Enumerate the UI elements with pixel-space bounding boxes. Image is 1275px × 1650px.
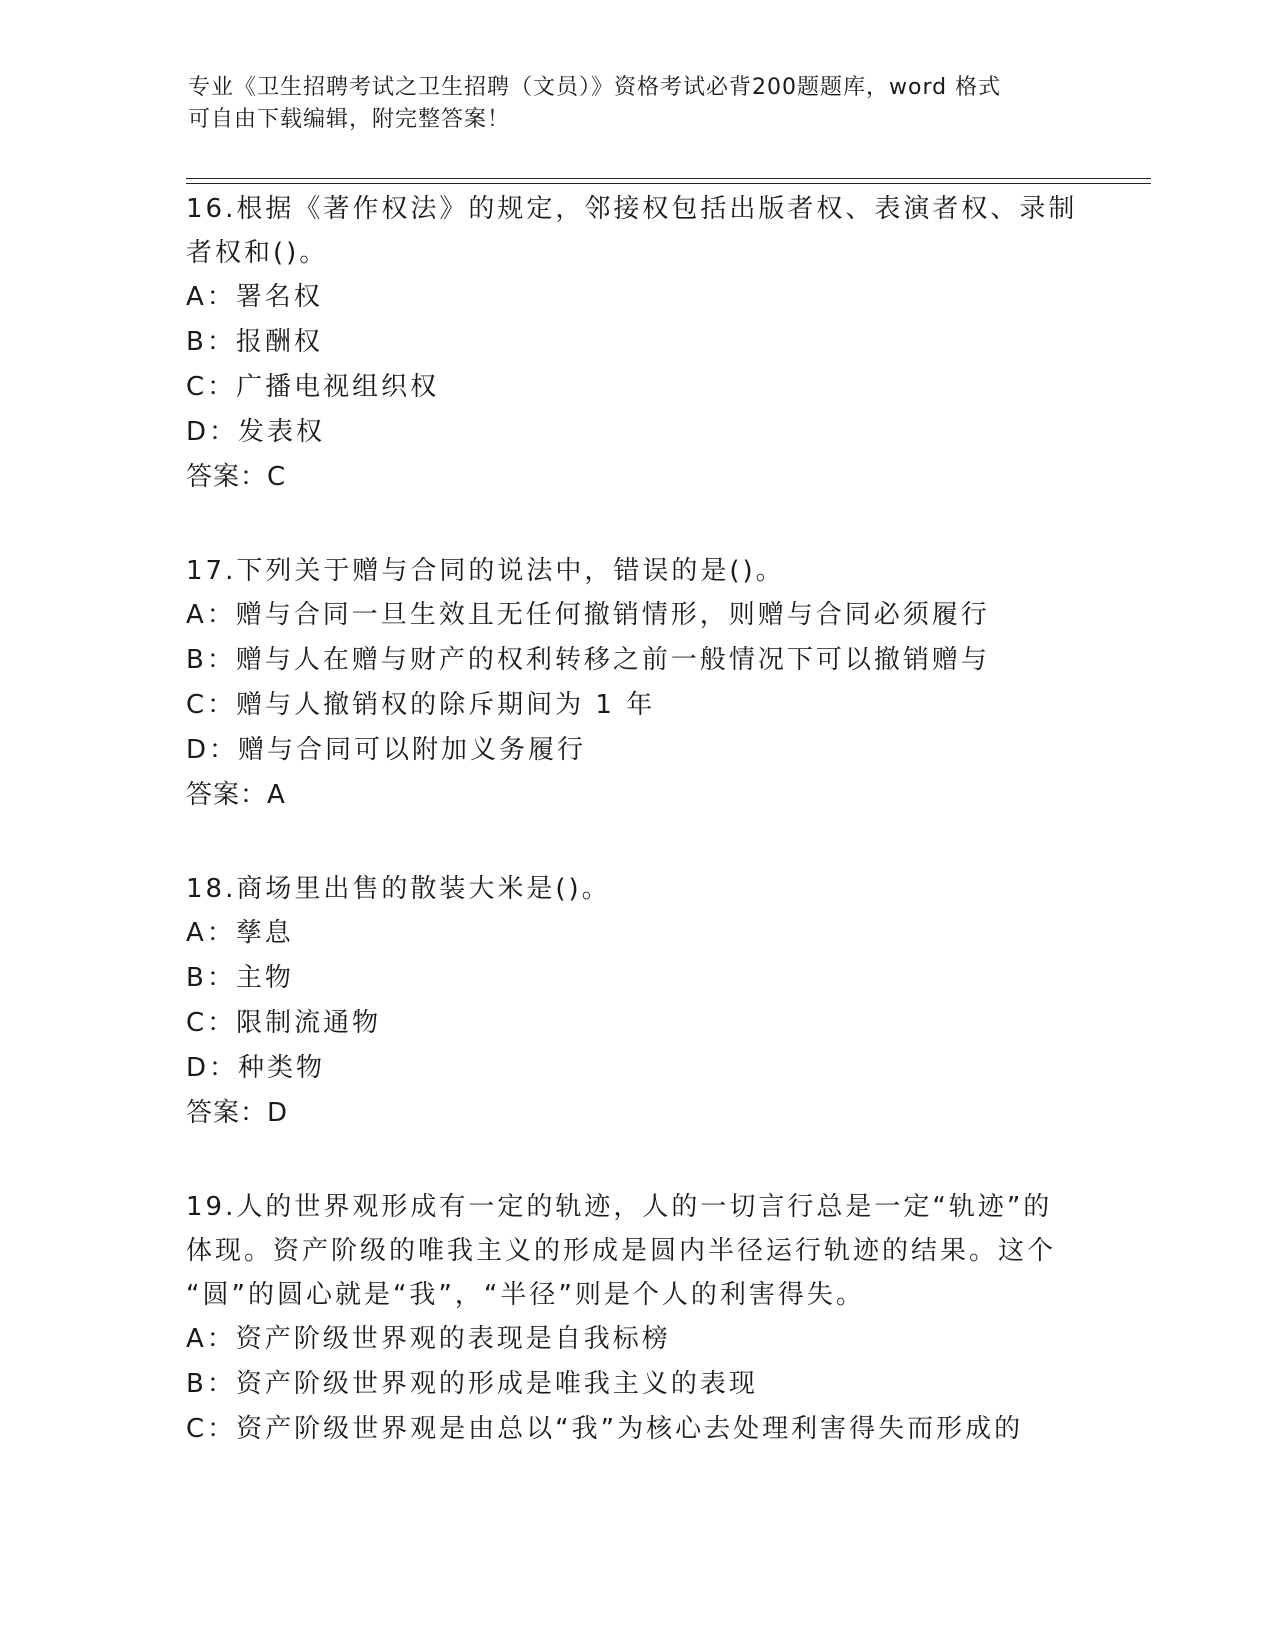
answer-option: A：赠与合同一旦生效且无任何撤销情形，则赠与合同必须履行 <box>186 600 990 630</box>
answer-option: D：种类物 <box>186 1053 326 1083</box>
answer-option: C：赠与人撤销权的除斥期间为 1 年 <box>186 690 656 720</box>
question-block <box>186 187 1086 500</box>
answer-option: A：资产阶级世界观的表现是自我标榜 <box>186 1324 671 1354</box>
answer-option: B：主物 <box>186 963 294 993</box>
question-stem-line: 者权和()。 <box>186 238 329 268</box>
answer-key: 答案：C <box>186 462 287 492</box>
answer-key: 答案：D <box>186 1098 289 1128</box>
answer-key: 答案：A <box>186 780 286 810</box>
question-stem <box>186 187 1086 275</box>
answer-option: C：广播电视组织权 <box>186 372 440 402</box>
question-stem <box>186 867 1086 911</box>
answer-option: C：限制流通物 <box>186 1008 382 1038</box>
question-list <box>186 187 1086 1501</box>
question-block <box>186 867 1086 1136</box>
question-stem-line: 19.人的世界观形成有一定的轨迹，人的一切言行总是一定“轨迹”的 <box>186 1192 1053 1222</box>
answer-option: B：资产阶级世界观的形成是唯我主义的表现 <box>186 1369 758 1399</box>
question-block <box>186 1185 1086 1452</box>
question-stem-line: 18.商场里出售的散装大米是()。 <box>186 874 611 904</box>
header-line-2: 可自由下载编辑，附完整答案！ <box>188 107 511 132</box>
question-stem-line: 体现。资产阶级的唯我主义的形成是圆内半径运行轨迹的结果。这个 <box>186 1236 1057 1266</box>
document-header <box>188 72 1088 136</box>
question-stem-line: 16.根据《著作权法》的规定，邻接权包括出版者权、表演者权、录制 <box>186 194 1078 224</box>
question-block <box>186 549 1086 818</box>
header-divider-top <box>186 178 1151 179</box>
answer-option: A：署名权 <box>186 282 323 312</box>
question-stem <box>186 549 1086 593</box>
answer-option: B：赠与人在赠与财产的权利转移之前一般情况下可以撤销赠与 <box>186 645 990 675</box>
answer-option: A：孳息 <box>186 918 294 948</box>
answer-option: D：赠与合同可以附加义务履行 <box>186 735 587 765</box>
answer-option: C：资产阶级世界观是由总以“我”为核心去处理利害得失而形成的 <box>186 1414 1024 1444</box>
question-stem-line: “圆”的圆心就是“我”，“半径”则是个人的利害得失。 <box>186 1280 865 1310</box>
header-line-1: 专业《卫生招聘考试之卫生招聘（文员）》资格考试必背200题题库，word 格式 <box>188 75 1002 100</box>
answer-option: D：发表权 <box>186 417 326 447</box>
question-stem <box>186 1185 1086 1317</box>
header-divider-bottom <box>186 183 1151 184</box>
question-stem-line: 17.下列关于赠与合同的说法中，错误的是()。 <box>186 556 785 586</box>
answer-option: B：报酬权 <box>186 327 323 357</box>
